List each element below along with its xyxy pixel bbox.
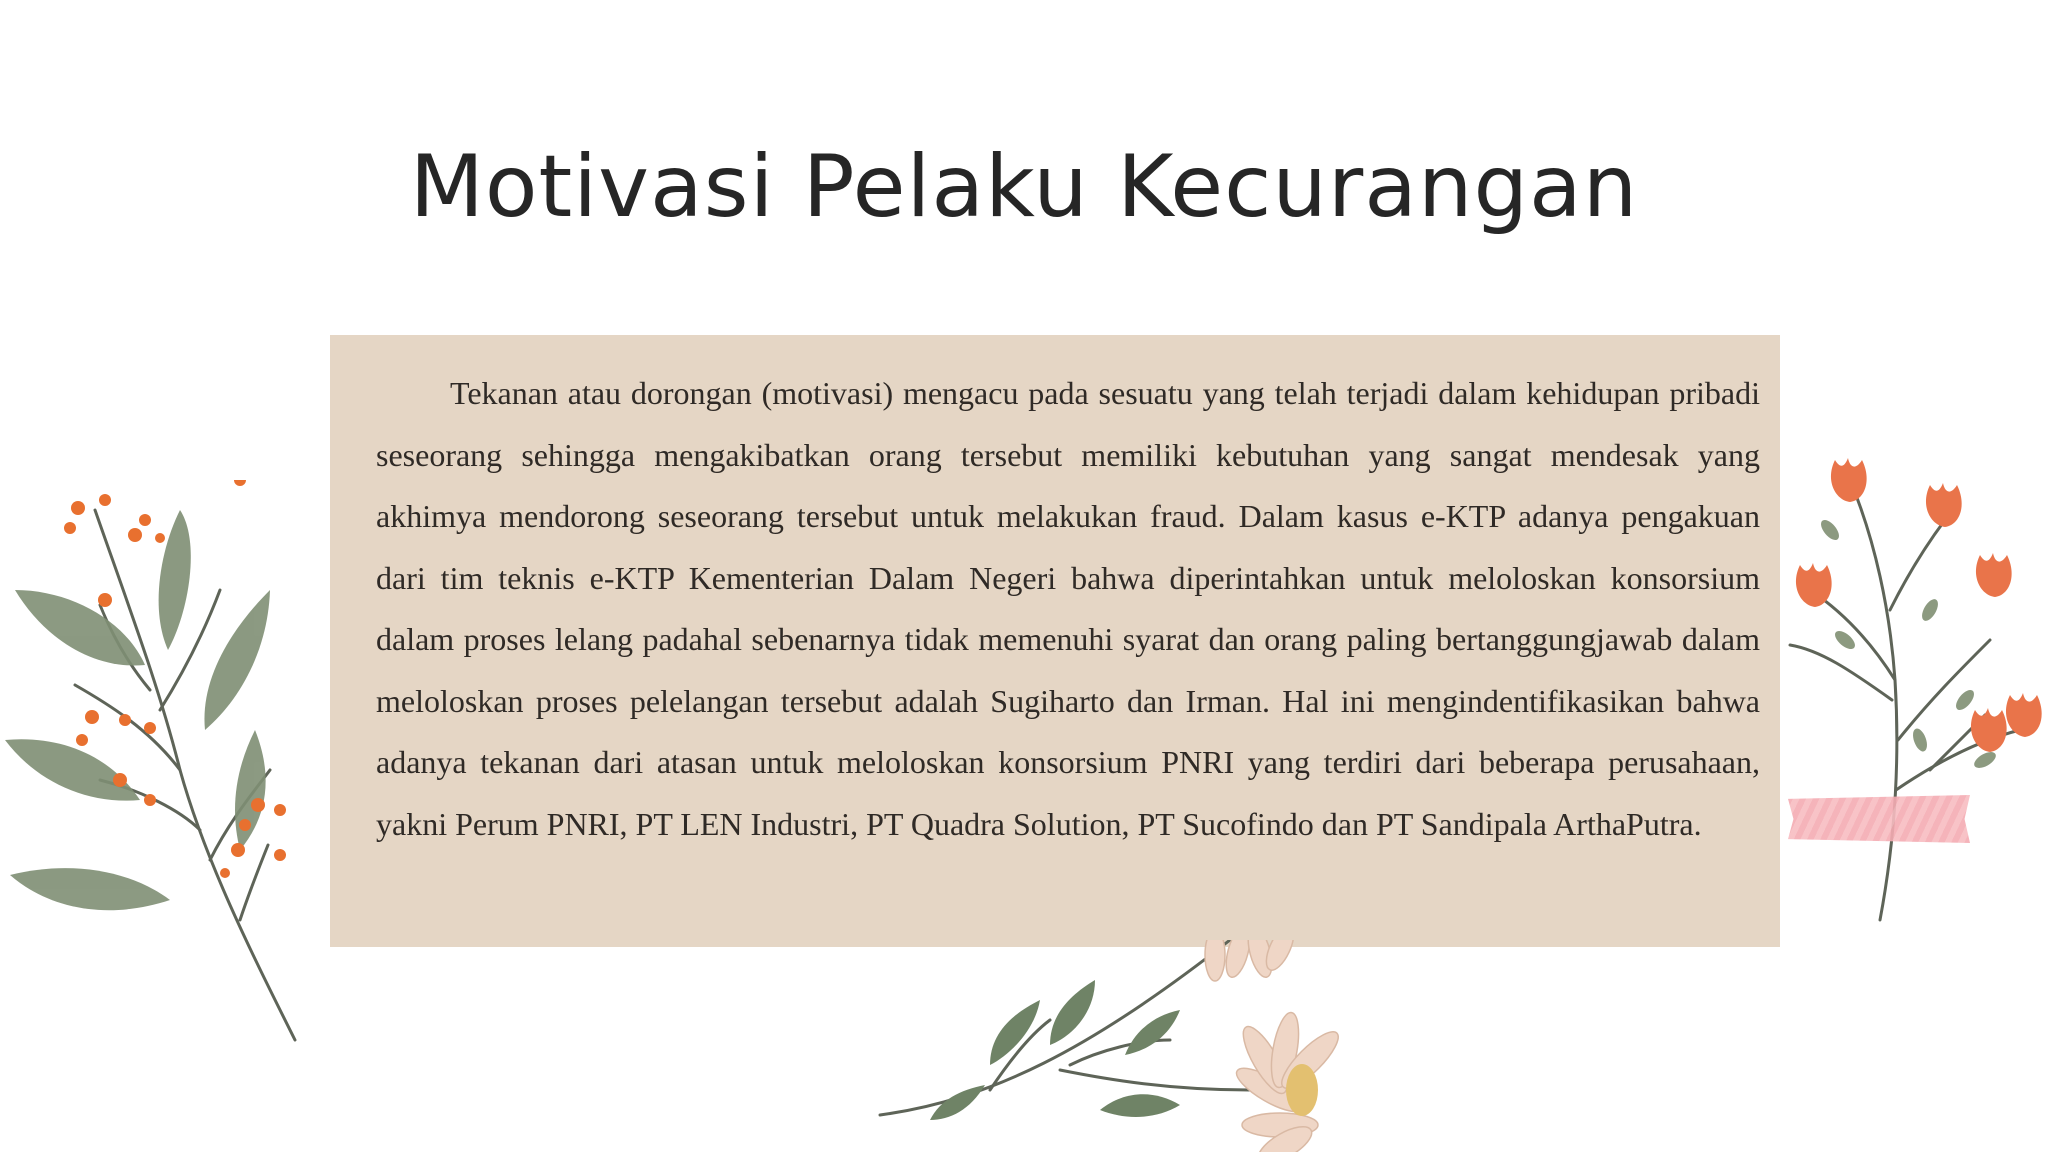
- pink-washi-tape-decoration: [1788, 795, 1970, 843]
- slide-title: Motivasi Pelaku Kecurangan: [409, 137, 1639, 237]
- text-panel: [330, 335, 1780, 947]
- body-paragraph: Tekanan atau dorongan (motivasi) mengacu pada sesuatu yang telah terjadi dalam kehidupan pribadi seseorang sehingga mengakibatkan orang tersebut memiliki kebutuhan yang sangat mendesak yang akhimya mendorong seseorang tersebut untuk melakukan fraud. Dalam kasus e-KTP adanya pengakuan dari tim teknis e-KTP Kementerian Dalam Negeri bahwa diperintahkan untuk meloloskan konsorsium dalam proses lelang padahal sebenarnya tidak memenuhi syarat dan orang paling bertanggungjawab dalam meloloskan proses pelelangan tersebut adalah Sugiharto dan Irman. Hal ini mengindentifikasikan bahwa adanya tekanan dari atasan untuk meloloskan konsorsium PNRI yang terdiri dari beberapa perusahaan, yakni Perum PNRI, PT LEN Industri, PT Quadra Solution, PT Sucofindo dan PT Sandipala ArthaPutra.: [376, 375, 1760, 842]
- eucalyptus-berry-sprig-illustration: [0, 480, 320, 1060]
- orange-tulip-sprig-illustration: [1780, 440, 2048, 940]
- daisy-leaf-sprig-illustration: [870, 940, 1370, 1152]
